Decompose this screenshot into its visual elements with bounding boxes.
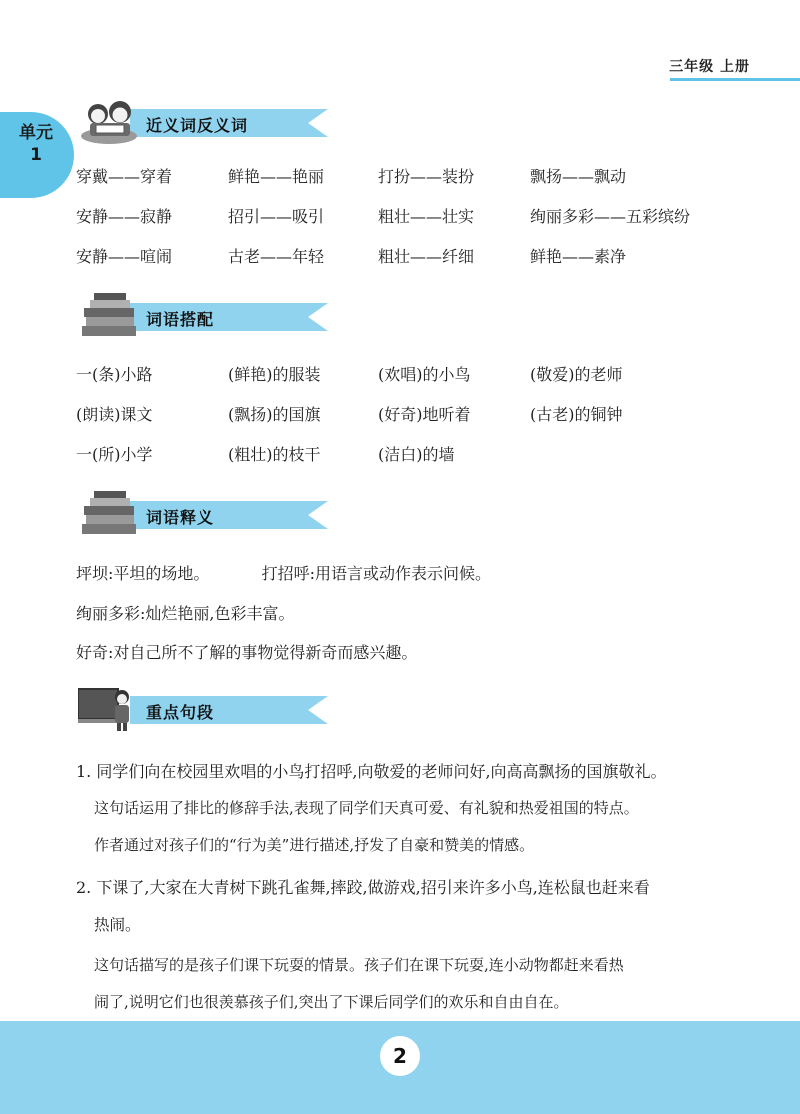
section-title: 近义词反义词	[146, 116, 249, 135]
section-banner	[130, 109, 328, 137]
unit-label-word: 单元	[19, 123, 53, 143]
word-pair: 粗壮——壮实	[378, 207, 475, 226]
section-banner	[130, 303, 328, 331]
book-stack-icon	[78, 488, 140, 538]
word-pair: 打扮——装扮	[378, 167, 475, 186]
collocation-row	[76, 442, 736, 482]
key-sentence-continued: 热闹。	[94, 916, 141, 934]
section-meaning-header	[78, 488, 278, 538]
synonym-row	[76, 204, 736, 244]
definition-item: 打招呼:用语言或动作表示问候。	[261, 564, 491, 583]
unit-label-number: 1	[30, 145, 42, 165]
word-pair: 粗壮——纤细	[378, 247, 475, 266]
word-pair: 安静——寂静	[76, 207, 173, 226]
key-sentence: 1. 同学们向在校园里欢唱的小鸟打招呼,向敬爱的老师问好,向高高飘扬的国旗敬礼。	[76, 762, 667, 781]
section-title: 重点句段	[146, 703, 215, 722]
collocation-item: (飘扬)的国旗	[228, 405, 321, 424]
book-stack-icon	[78, 290, 140, 340]
grade-underline	[670, 78, 800, 81]
page-number: 2	[380, 1036, 420, 1076]
sentence-analysis: 闹了,说明它们也很羡慕孩子们,突出了下课后同学们的欢乐和自由自在。	[94, 993, 569, 1011]
section-banner	[130, 696, 328, 724]
section-banner	[130, 501, 328, 529]
word-pair: 飘扬——飘动	[530, 167, 627, 186]
children-reading-icon	[78, 96, 140, 146]
collocation-item: (洁白)的墙	[378, 445, 455, 464]
collocation-row	[76, 362, 736, 402]
sentence-analysis: 这句话运用了排比的修辞手法,表现了同学们天真可爱、有礼貌和热爱祖国的特点。	[94, 799, 639, 817]
definition-item: 坪坝:平坦的场地。	[76, 564, 210, 583]
synonym-grid	[76, 164, 736, 284]
section-collocation-header	[78, 290, 278, 340]
collocation-item: 一(所)小学	[76, 445, 153, 464]
collocation-item: 一(条)小路	[76, 365, 153, 384]
word-pair: 安静——喧闹	[76, 247, 173, 266]
antonym-row	[76, 244, 736, 284]
definition-item: 绚丽多彩:灿烂艳丽,色彩丰富。	[76, 604, 295, 623]
collocation-item: (古老)的铜钟	[530, 405, 623, 424]
word-pair: 古老——年轻	[228, 247, 325, 266]
sentence-analysis: 这句话描写的是孩子们课下玩耍的情景。孩子们在课下玩耍,连小动物都赶来看热	[94, 956, 624, 974]
grade-label: 三年级 上册	[669, 59, 750, 75]
definition-line	[76, 561, 491, 584]
section-title: 词语释义	[146, 508, 215, 527]
sentence-analysis: 作者通过对孩子们的“行为美”进行描述,抒发了自豪和赞美的情感。	[94, 836, 535, 854]
collocation-item: (粗壮)的枝干	[228, 445, 321, 464]
word-pair: 鲜艳——素净	[530, 247, 627, 266]
synonym-row	[76, 164, 736, 204]
word-pair: 绚丽多彩——五彩缤纷	[530, 207, 691, 226]
word-pair: 鲜艳——艳丽	[228, 167, 325, 186]
collocation-item: (欢唱)的小鸟	[378, 365, 471, 384]
unit-label	[14, 122, 58, 166]
word-pair: 穿戴——穿着	[76, 167, 173, 186]
collocation-row	[76, 402, 736, 442]
section-synonyms-header	[78, 96, 278, 146]
collocation-item: (好奇)地听着	[378, 405, 471, 424]
collocation-item: (鲜艳)的服装	[228, 365, 321, 384]
section-title: 词语搭配	[146, 310, 215, 329]
key-sentence: 2. 下课了,大家在大青树下跳孔雀舞,摔跤,做游戏,招引来许多小鸟,连松鼠也赶来看	[76, 878, 650, 897]
definition-item: 好奇:对自己所不了解的事物觉得新奇而感兴趣。	[76, 643, 418, 662]
teacher-blackboard-icon	[78, 683, 140, 733]
collocation-item: (敬爱)的老师	[530, 365, 623, 384]
word-pair: 招引——吸引	[228, 207, 325, 226]
collocation-item: (朗读)课文	[76, 405, 153, 424]
collocation-grid	[76, 362, 736, 482]
section-key-sentences-header	[78, 683, 278, 733]
